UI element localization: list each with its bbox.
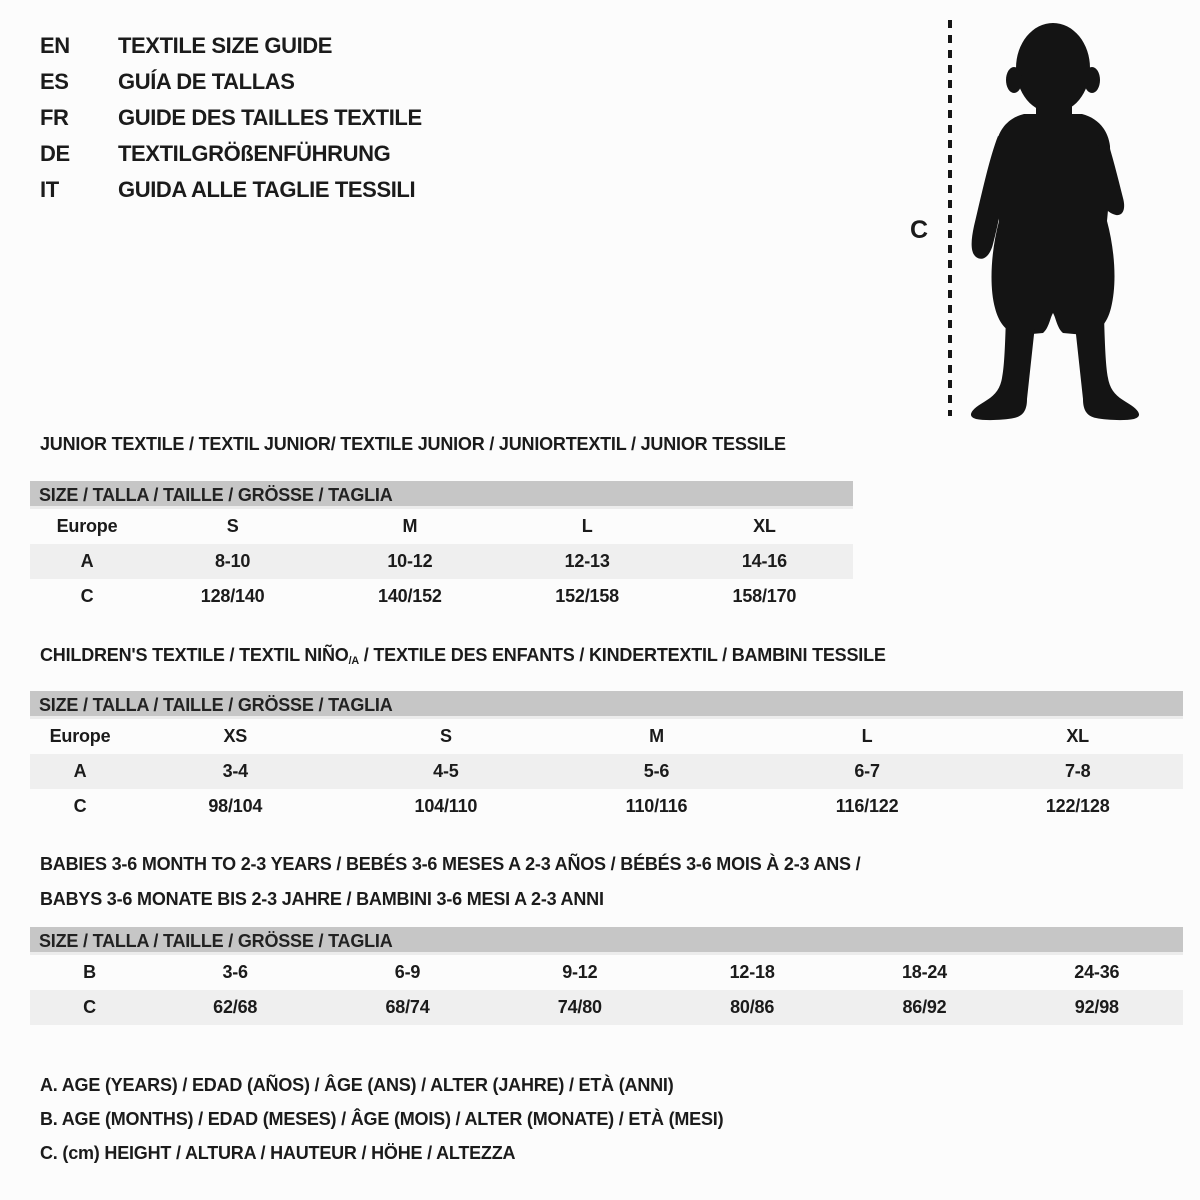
junior-sizes-row [30, 509, 853, 544]
value-cell: 128/140 [200, 586, 265, 606]
lang-code-fr: FR [40, 105, 69, 130]
value-cell: 68/74 [385, 997, 430, 1017]
children-height-row [30, 789, 1183, 824]
size-cell: M [649, 726, 664, 746]
children-size-table [30, 719, 1183, 824]
lang-label-es: GUÍA DE TALLAS [118, 69, 295, 94]
value-cell: 5-6 [643, 761, 670, 781]
lang-code-de: DE [40, 141, 70, 166]
value-cell: 80/86 [730, 997, 775, 1017]
children-size-table-block [30, 691, 1183, 824]
lang-label-de: TEXTILGRÖßENFÜHRUNG [118, 141, 391, 166]
babies-height-row [30, 990, 1183, 1025]
junior-height-row [30, 579, 853, 614]
junior-section-title: JUNIOR TEXTILE / TEXTIL JUNIOR/ TEXTILE JUNIOR / JUNIORTEXTIL / JUNIOR TESSILE [40, 434, 786, 454]
value-cell: 6-9 [394, 962, 421, 982]
value-cell: 9-12 [562, 962, 598, 982]
junior-size-table [30, 509, 853, 614]
value-cell: 62/68 [213, 997, 258, 1017]
children-section-title [40, 645, 886, 667]
row-label: B [83, 962, 96, 982]
lang-label-en: TEXTILE SIZE GUIDE [118, 33, 333, 58]
size-cell: S [439, 726, 452, 746]
legend-line-age-months: B. AGE (MONTHS) / EDAD (MESES) / ÂGE (MOIS) / ALTER (MONATE) / ETÀ (MESI) [40, 1109, 724, 1129]
language-title-list [40, 28, 422, 208]
babies-size-table [30, 955, 1183, 1025]
value-cell: 152/158 [555, 586, 619, 606]
region-label: Europe [49, 726, 111, 746]
babies-size-table-block [30, 927, 1183, 1025]
children-title-post: / TEXTILE DES ENFANTS / KINDERTEXTIL / BAMBINI TESSILE [358, 645, 886, 665]
size-cell: M [402, 516, 418, 536]
value-cell: 74/80 [557, 997, 602, 1017]
height-measure-label: C [910, 216, 929, 244]
value-cell: 10-12 [387, 551, 433, 571]
value-cell: 104/110 [414, 796, 478, 816]
lang-label-fr: GUIDE DES TAILLES TEXTILE [118, 105, 422, 130]
measure-legend [40, 1068, 723, 1170]
value-cell: 110/116 [625, 796, 688, 816]
value-cell: 140/152 [378, 586, 442, 606]
size-cell: L [581, 516, 593, 536]
size-cell: XL [1066, 726, 1089, 746]
babies-size-header: SIZE / TALLA / TAILLE / GRÖSSE / TAGLIA [30, 927, 1183, 955]
row-label: C [73, 796, 87, 816]
lang-code-en: EN [40, 33, 70, 58]
children-size-header: SIZE / TALLA / TAILLE / GRÖSSE / TAGLIA [30, 691, 1183, 719]
row-label: C [80, 586, 94, 606]
value-cell: 8-10 [215, 551, 251, 571]
babies-section-title [40, 847, 860, 917]
value-cell: 158/170 [732, 586, 797, 606]
lang-label-it: GUIDA ALLE TAGLIE TESSILI [118, 177, 416, 202]
value-cell: 6-7 [854, 761, 880, 781]
value-cell: 12-13 [564, 551, 610, 571]
size-cell: L [861, 726, 873, 746]
value-cell: 116/122 [835, 796, 899, 816]
children-title-pre: CHILDREN'S TEXTILE / TEXTIL NIÑO [40, 645, 349, 665]
legend-line-age-years: A. AGE (YEARS) / EDAD (AÑOS) / ÂGE (ANS) / ALTER (JAHRE) / ETÀ (ANNI) [40, 1075, 674, 1095]
toddler-silhouette-icon [958, 16, 1148, 421]
value-cell: 122/128 [1045, 796, 1110, 816]
children-title-sub: /A [348, 655, 359, 668]
babies-title-line2: BABYS 3-6 MONATE BIS 2-3 JAHRE / BAMBINI 3-6 MESI A 2-3 ANNI [40, 889, 604, 909]
size-cell: XS [223, 726, 248, 746]
value-cell: 3-4 [222, 761, 248, 781]
children-age-row [30, 754, 1183, 789]
babies-age-row [30, 955, 1183, 990]
value-cell: 86/92 [902, 997, 947, 1017]
junior-size-header: SIZE / TALLA / TAILLE / GRÖSSE / TAGLIA [30, 481, 853, 509]
junior-age-row [30, 544, 853, 579]
lang-code-it: IT [40, 177, 59, 202]
value-cell: 98/104 [208, 796, 263, 816]
babies-title-line1: BABIES 3-6 MONTH TO 2-3 YEARS / BEBÉS 3-6 MESES A 2-3 AÑOS / BÉBÉS 3-6 MOIS À 2-3 ANS / [40, 854, 861, 874]
legend-line-height: C. (cm) HEIGHT / ALTURA / HAUTEUR / HÖHE / ALTEZZA [40, 1143, 516, 1163]
value-cell: 3-6 [222, 962, 248, 982]
row-label: C [83, 997, 96, 1017]
lang-code-es: ES [40, 69, 69, 94]
value-cell: 12-18 [729, 962, 775, 982]
value-cell: 4-5 [433, 761, 459, 781]
region-label: Europe [56, 516, 118, 536]
size-cell: S [226, 516, 239, 536]
value-cell: 24-36 [1074, 962, 1120, 982]
row-label: A [73, 761, 87, 781]
row-label: A [80, 551, 94, 571]
height-measure-dashed-line [948, 20, 952, 416]
value-cell: 7-8 [1064, 761, 1091, 781]
children-sizes-row [30, 719, 1183, 754]
value-cell: 14-16 [741, 551, 787, 571]
value-cell: 92/98 [1074, 997, 1119, 1017]
junior-size-table-block [30, 481, 853, 614]
size-cell: XL [753, 516, 776, 536]
value-cell: 18-24 [901, 962, 947, 982]
